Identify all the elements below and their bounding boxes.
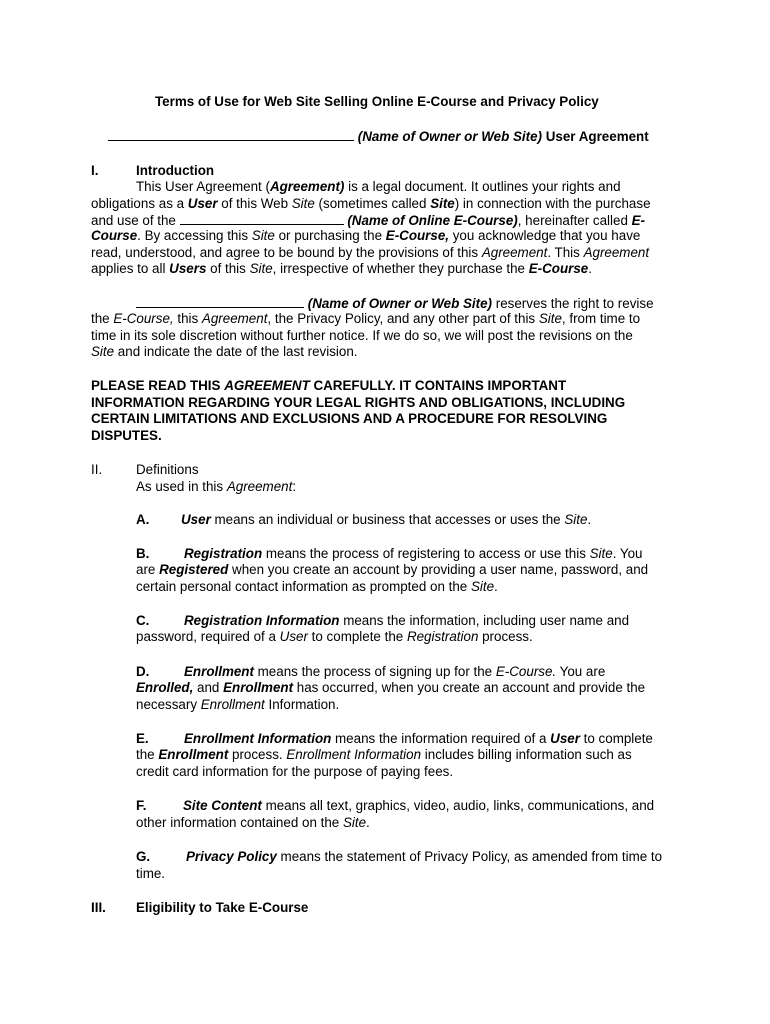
definition-letter: G. bbox=[136, 849, 151, 864]
section-numeral: I. bbox=[91, 163, 99, 178]
user-agreement-heading: (Name of Owner or Web Site) User Agreement bbox=[108, 128, 649, 145]
warning-line: DISPUTES. bbox=[91, 428, 162, 443]
definition-letter: E. bbox=[136, 731, 149, 746]
section-numeral: II. bbox=[91, 462, 103, 477]
revision-line: Site and indicate the date of the last revision. bbox=[91, 344, 358, 359]
definition-letter: C. bbox=[136, 613, 150, 628]
definition-line: necessary Enrollment Information. bbox=[136, 697, 340, 712]
definition-line: other information contained on the Site. bbox=[136, 815, 370, 830]
definition-line: Registration means the process of registering to access or use this Site. You bbox=[184, 546, 643, 561]
revision-line: (Name of Owner or Web Site) reserves the right to revise bbox=[136, 295, 654, 312]
definition-line: User means an individual or business that accesses or uses the Site. bbox=[181, 512, 592, 527]
course-name-blank[interactable] bbox=[180, 212, 344, 225]
definition-line: Privacy Policy means the statement of Privacy Policy, as amended from time to bbox=[186, 849, 663, 864]
definition-letter: D. bbox=[136, 664, 150, 679]
definition-line: credit card information for the purpose of paying fees. bbox=[136, 764, 454, 779]
definition-line: Enrollment means the process of signing up for the E-Course. You are bbox=[184, 664, 606, 679]
definition-letter: F. bbox=[136, 798, 147, 813]
warning-line: PLEASE READ THIS AGREEMENT CAREFULLY. IT CONTAINS IMPORTANT bbox=[91, 378, 567, 393]
definition-letter: B. bbox=[136, 546, 150, 561]
revision-line: the E-Course, this Agreement, the Privacy Policy, and any other part of this Site, from time to bbox=[91, 311, 641, 326]
section-numeral: III. bbox=[91, 900, 106, 915]
section-heading: Definitions bbox=[136, 462, 199, 477]
definition-line: time. bbox=[136, 866, 166, 881]
owner-name-blank-2[interactable] bbox=[136, 295, 304, 308]
definition-line: are Registered when you create an account by providing a user name, password, and bbox=[136, 562, 649, 577]
warning-line: INFORMATION REGARDING YOUR LEGAL RIGHTS AND OBLIGATIONS, INCLUDING bbox=[91, 395, 626, 410]
intro-line: read, understood, and agree to be bound by the provisions of this Agreement. This Agreement bbox=[91, 245, 650, 260]
definition-line: certain personal contact information as prompted on the Site. bbox=[136, 579, 498, 594]
intro-line: obligations as a User of this Web Site (sometimes called Site) in connection with the purchase bbox=[91, 196, 651, 211]
definition-line: password, required of a User to complete the Registration process. bbox=[136, 629, 533, 644]
definition-line: Registration Information means the information, including user name and bbox=[184, 613, 630, 628]
intro-line: applies to all Users of this Site, irrespective of whether they purchase the E-Course. bbox=[91, 261, 592, 276]
warning-line: CERTAIN LIMITATIONS AND EXCLUSIONS AND A PROCEDURE FOR RESOLVING bbox=[91, 411, 608, 426]
owner-name-blank[interactable] bbox=[108, 128, 354, 141]
definition-line: the Enrollment process. Enrollment Information includes billing information such as bbox=[136, 747, 632, 762]
intro-line: Course. By accessing this Site or purchasing the E-Course, you acknowledge that you have bbox=[91, 228, 641, 243]
definitions-lead: As used in this Agreement: bbox=[136, 479, 297, 494]
definition-line: Enrollment Information means the information required of a User to complete bbox=[184, 731, 653, 746]
intro-line: This User Agreement (Agreement) is a legal document. It outlines your rights and bbox=[136, 179, 621, 194]
intro-line: and use of the (Name of Online E-Course), hereinafter called E- bbox=[91, 213, 646, 228]
definition-line: Site Content means all text, graphics, video, audio, links, communications, and bbox=[183, 798, 655, 813]
revision-line: time in its sole discretion without further notice. If we do so, we will post the revisions on the bbox=[91, 328, 633, 343]
section-heading: Eligibility to Take E-Course bbox=[136, 900, 309, 915]
definition-line: Enrolled, and Enrollment has occurred, when you create an account and provide the bbox=[136, 680, 646, 695]
document-title: Terms of Use for Web Site Selling Online E-Course and Privacy Policy bbox=[155, 94, 599, 109]
definition-letter: A. bbox=[136, 512, 150, 527]
section-heading: Introduction bbox=[136, 163, 215, 178]
